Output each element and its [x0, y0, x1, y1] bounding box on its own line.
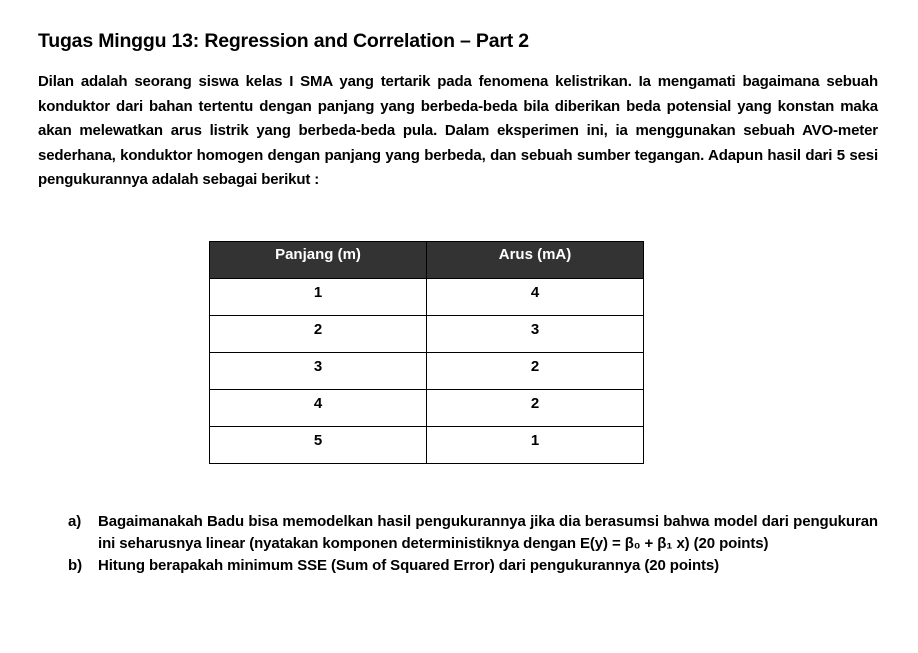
question-marker: b): [68, 557, 82, 574]
intro-paragraph: Dilan adalah seorang siswa kelas I SMA yang tertarik pada fenomena kelistrikan. Ia mengamati bagaimana sebuah konduktor dari bahan tertentu dengan panjang yang berbeda-beda bila diberikan beda potensial yang konstan maka akan melewatkan arus listrik yang berbeda-beda pula. Dalam eksperimen ini, ia menggunakan sebuah AVO-meter sederhana, konduktor homogen dengan panjang yang berbeda, dan sebuah sumber tegangan. Adapun hasil dari 5 sesi pengukurannya adalah sebagai berikut :: [38, 73, 878, 189]
question-text: Hitung berapakah minimum SSE (Sum of Squared Error) dari pengukurannya (20 points): [98, 557, 720, 574]
question-item: [68, 555, 878, 577]
table-cell-panjang: 4: [210, 390, 427, 427]
table-cell-panjang: 1: [210, 279, 427, 316]
table-cell-panjang: 5: [210, 427, 427, 464]
measurement-table: [209, 241, 644, 464]
table-row: [210, 353, 644, 390]
table-cell-arus: 2: [427, 390, 644, 427]
column-header-panjang: Panjang (m): [210, 242, 427, 279]
table-row: [210, 427, 644, 464]
question-item: [68, 511, 878, 555]
table-row: [210, 279, 644, 316]
column-header-arus: Arus (mA): [427, 242, 644, 279]
question-text: Bagaimanakah Badu bisa memodelkan hasil pengukurannya jika dia berasumsi bahwa model dari pengukuran ini seharusnya linear (nyatakan komponen deterministiknya dengan E(y) = β₀ + β₁ x) (20 points): [98, 513, 878, 552]
table-cell-panjang: 2: [210, 316, 427, 353]
question-list: [68, 511, 878, 577]
table-row: [210, 390, 644, 427]
table-cell-arus: 3: [427, 316, 644, 353]
question-marker: a): [68, 513, 82, 530]
table-cell-arus: 2: [427, 353, 644, 390]
table-cell-panjang: 3: [210, 353, 427, 390]
table-header-row: [210, 242, 644, 279]
table-cell-arus: 1: [427, 427, 644, 464]
table-cell-arus: 4: [427, 279, 644, 316]
table-row: [210, 316, 644, 353]
page-title: Tugas Minggu 13: Regression and Correlation – Part 2: [38, 30, 529, 52]
